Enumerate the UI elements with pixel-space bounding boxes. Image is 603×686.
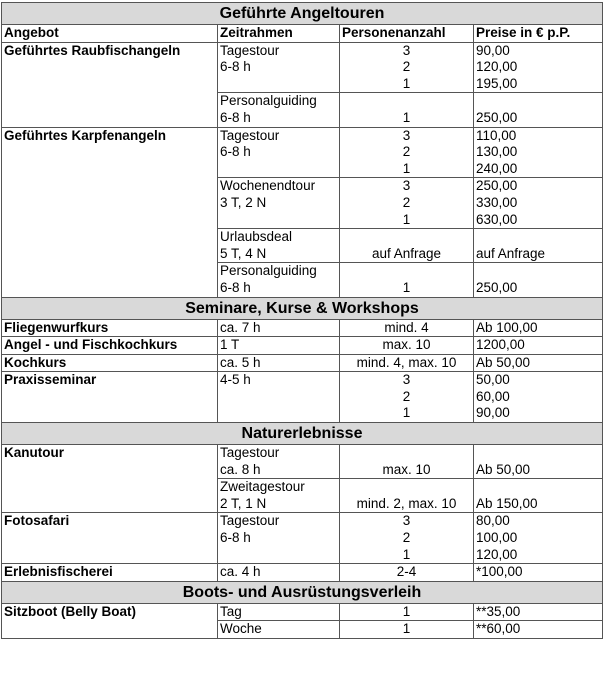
section-title-line: Boots- und Ausrüstungsverleih xyxy=(182,583,422,601)
table-row xyxy=(2,127,603,178)
person-count-line xyxy=(340,93,473,110)
person-count xyxy=(340,479,474,513)
time-frame xyxy=(218,603,340,621)
price-line: Ab 100,00 xyxy=(476,319,538,335)
person-count-line: 2 xyxy=(402,388,411,404)
time-frame-line xyxy=(220,405,339,422)
time-frame xyxy=(218,513,340,564)
person-count-line: 1 xyxy=(402,211,411,227)
time-frame-line: Tagestour xyxy=(220,42,280,58)
time-frame-line: 5 T, 4 N xyxy=(220,245,267,261)
person-count xyxy=(340,564,474,582)
person-count-line xyxy=(340,479,473,496)
offer-name-line: Sitzboot (Belly Boat) xyxy=(4,603,136,619)
time-frame xyxy=(218,564,340,582)
person-count-line: 1 xyxy=(402,405,411,421)
section-title-line: Naturerlebnisse xyxy=(241,425,363,443)
column-header xyxy=(474,25,603,43)
price xyxy=(474,445,603,479)
person-count-line: mind. 4 xyxy=(384,319,429,335)
time-frame-line: ca. 8 h xyxy=(220,461,261,477)
time-frame-line xyxy=(220,547,339,564)
offer-name xyxy=(2,337,218,355)
person-count xyxy=(340,372,474,423)
person-count-line: 3 xyxy=(402,127,411,143)
price-line: 250,00 xyxy=(476,109,518,125)
price xyxy=(474,372,603,423)
price-line: *100,00 xyxy=(476,564,523,580)
person-count-line: 1 xyxy=(402,546,411,562)
person-count-line: 3 xyxy=(402,513,411,529)
offer-name xyxy=(2,445,218,513)
person-count xyxy=(340,229,474,263)
price xyxy=(474,127,603,178)
price-table-body xyxy=(2,3,603,639)
section-title-row xyxy=(2,3,603,25)
price-line: 195,00 xyxy=(476,75,518,91)
time-frame-line: Urlaubsdeal xyxy=(220,229,293,245)
price-line: 250,00 xyxy=(476,279,518,295)
price xyxy=(474,621,603,639)
section-title-row xyxy=(2,423,603,445)
time-frame-line: Personalguiding xyxy=(220,93,317,109)
person-count-line xyxy=(340,445,473,462)
person-count-line xyxy=(340,229,473,246)
person-count xyxy=(340,513,474,564)
time-frame-line: 2 T, 1 N xyxy=(220,495,267,511)
table-row xyxy=(2,445,603,479)
column-header-line: Preise in € p.P. xyxy=(476,25,571,40)
person-count-line: 3 xyxy=(402,178,411,194)
offer-name xyxy=(2,42,218,127)
person-count-line: 2 xyxy=(402,530,411,546)
time-frame xyxy=(218,479,340,513)
time-frame-line: ca. 4 h xyxy=(220,564,261,580)
time-frame-line: 6-8 h xyxy=(220,59,251,75)
person-count xyxy=(340,319,474,337)
person-count-line: 1 xyxy=(402,621,411,637)
time-frame-line: 6-8 h xyxy=(220,279,251,295)
table-row xyxy=(2,564,603,582)
price xyxy=(474,319,603,337)
time-frame-line: Tagestour xyxy=(220,513,280,529)
price-line: 110,00 xyxy=(476,127,517,143)
price-line xyxy=(476,263,602,280)
price xyxy=(474,603,603,621)
person-count-line xyxy=(340,263,473,280)
price-line: 120,00 xyxy=(476,59,518,75)
person-count-line: auf Anfrage xyxy=(371,245,442,261)
price-line: 1200,00 xyxy=(476,337,525,353)
offer-name-line: Fotosafari xyxy=(4,513,70,529)
person-count-line: 1 xyxy=(402,603,411,619)
price-line: 100,00 xyxy=(476,530,518,546)
section-title-row xyxy=(2,581,603,603)
price xyxy=(474,354,603,372)
time-frame-line: Wochenendtour xyxy=(220,178,316,194)
time-frame xyxy=(218,263,340,297)
column-header xyxy=(340,25,474,43)
person-count-line: mind. 2, max. 10 xyxy=(356,495,457,511)
time-frame-line: 1 T xyxy=(220,337,240,353)
price-line xyxy=(476,229,602,246)
price-line: 120,00 xyxy=(476,546,518,562)
time-frame xyxy=(218,178,340,229)
section-title-line: Geführte Angeltouren xyxy=(219,5,385,22)
time-frame-line: Tag xyxy=(220,603,242,619)
person-count-line: 2-4 xyxy=(396,564,417,580)
time-frame-line xyxy=(220,212,339,229)
column-header-line: Zeitrahmen xyxy=(220,25,293,40)
price-table xyxy=(1,2,603,639)
price-line: Ab 50,00 xyxy=(476,461,531,477)
price-line xyxy=(476,93,602,110)
person-count xyxy=(340,178,474,229)
offer-name-line: Geführtes Raubfischangeln xyxy=(4,42,181,58)
price-line: 50,00 xyxy=(476,372,510,388)
time-frame xyxy=(218,93,340,127)
price-line: 330,00 xyxy=(476,194,518,210)
column-header-line: Personenanzahl xyxy=(342,25,446,40)
offer-name xyxy=(2,513,218,564)
price-line: **35,00 xyxy=(476,603,521,619)
person-count-line: 1 xyxy=(402,160,411,176)
person-count-line: 2 xyxy=(402,194,411,210)
person-count xyxy=(340,263,474,297)
person-count-line: mind. 4, max. 10 xyxy=(356,354,457,370)
person-count xyxy=(340,603,474,621)
person-count xyxy=(340,354,474,372)
offer-name-line: Kanutour xyxy=(4,445,64,461)
table-row xyxy=(2,513,603,564)
person-count-line: max. 10 xyxy=(382,461,431,477)
price xyxy=(474,337,603,355)
person-count xyxy=(340,445,474,479)
price xyxy=(474,564,603,582)
person-count-line: 1 xyxy=(402,75,411,91)
price-line: 90,00 xyxy=(476,405,510,421)
time-frame-line: 3 T, 2 N xyxy=(220,194,267,210)
section-title xyxy=(2,581,603,603)
table-row xyxy=(2,319,603,337)
price-line: 240,00 xyxy=(476,160,518,176)
price-line: auf Anfrage xyxy=(476,245,546,261)
price xyxy=(474,263,603,297)
time-frame xyxy=(218,319,340,337)
time-frame-line: 6-8 h xyxy=(220,109,251,125)
offer-name-line: Fliegenwurfkurs xyxy=(4,319,109,335)
time-frame-line xyxy=(220,76,339,93)
time-frame xyxy=(218,127,340,178)
price-line: 60,00 xyxy=(476,388,510,404)
price xyxy=(474,178,603,229)
time-frame-line: 6-8 h xyxy=(220,530,251,546)
time-frame-line xyxy=(220,161,339,178)
time-frame xyxy=(218,229,340,263)
section-title xyxy=(2,3,603,25)
price-line: Ab 50,00 xyxy=(476,354,531,370)
price-line: 90,00 xyxy=(476,42,510,58)
offer-name-line: Geführtes Karpfenangeln xyxy=(4,127,167,143)
price-line: 250,00 xyxy=(476,178,518,194)
offer-name xyxy=(2,354,218,372)
section-title xyxy=(2,423,603,445)
section-title xyxy=(2,297,603,319)
offer-name xyxy=(2,603,218,638)
time-frame-line: 6-8 h xyxy=(220,144,251,160)
person-count-line: 1 xyxy=(402,279,411,295)
person-count-line: 1 xyxy=(402,109,411,125)
offer-name-line: Erlebnisfischerei xyxy=(4,564,113,580)
time-frame-line: Tagestour xyxy=(220,445,280,461)
person-count-line: max. 10 xyxy=(382,337,431,353)
section-title-row xyxy=(2,297,603,319)
time-frame-line: Tagestour xyxy=(220,127,280,143)
table-row xyxy=(2,372,603,423)
column-header xyxy=(218,25,340,43)
person-count-line: 2 xyxy=(402,59,411,75)
person-count-line: 3 xyxy=(402,372,411,388)
person-count xyxy=(340,337,474,355)
time-frame-line: 4-5 h xyxy=(220,372,251,388)
time-frame-line: Zweitagestour xyxy=(220,479,305,495)
price xyxy=(474,93,603,127)
time-frame-line: ca. 7 h xyxy=(220,319,261,335)
time-frame-line xyxy=(220,389,339,406)
price xyxy=(474,229,603,263)
time-frame xyxy=(218,337,340,355)
price-line: **60,00 xyxy=(476,621,521,637)
offer-name xyxy=(2,564,218,582)
time-frame-line: Personalguiding xyxy=(220,263,317,279)
offer-name-line: Kochkurs xyxy=(4,354,67,370)
time-frame-line: Woche xyxy=(220,621,262,637)
offer-name xyxy=(2,372,218,423)
offer-name-line: Praxisseminar xyxy=(4,372,97,388)
table-row xyxy=(2,354,603,372)
price-line xyxy=(476,445,602,462)
time-frame-line: ca. 5 h xyxy=(220,354,261,370)
table-row xyxy=(2,603,603,621)
price xyxy=(474,479,603,513)
column-header-line: Angebot xyxy=(4,25,59,40)
person-count xyxy=(340,93,474,127)
price-line: 630,00 xyxy=(476,211,518,227)
price-line xyxy=(476,479,602,496)
table-row xyxy=(2,337,603,355)
time-frame xyxy=(218,445,340,479)
table-row xyxy=(2,42,603,93)
time-frame xyxy=(218,372,340,423)
person-count-line: 3 xyxy=(402,42,411,58)
time-frame xyxy=(218,621,340,639)
person-count-line: 2 xyxy=(402,144,411,160)
price-line: 80,00 xyxy=(476,513,510,529)
price xyxy=(474,513,603,564)
offer-name-line: Angel - und Fischkochkurs xyxy=(4,337,178,353)
price-line: Ab 150,00 xyxy=(476,495,538,511)
price-line: 130,00 xyxy=(476,144,518,160)
person-count xyxy=(340,621,474,639)
column-header-row xyxy=(2,25,603,43)
offer-name xyxy=(2,127,218,297)
person-count xyxy=(340,42,474,93)
section-title-line: Seminare, Kurse & Workshops xyxy=(185,299,419,317)
column-header xyxy=(2,25,218,43)
person-count xyxy=(340,127,474,178)
time-frame xyxy=(218,42,340,93)
time-frame xyxy=(218,354,340,372)
price xyxy=(474,42,603,93)
offer-name xyxy=(2,319,218,337)
